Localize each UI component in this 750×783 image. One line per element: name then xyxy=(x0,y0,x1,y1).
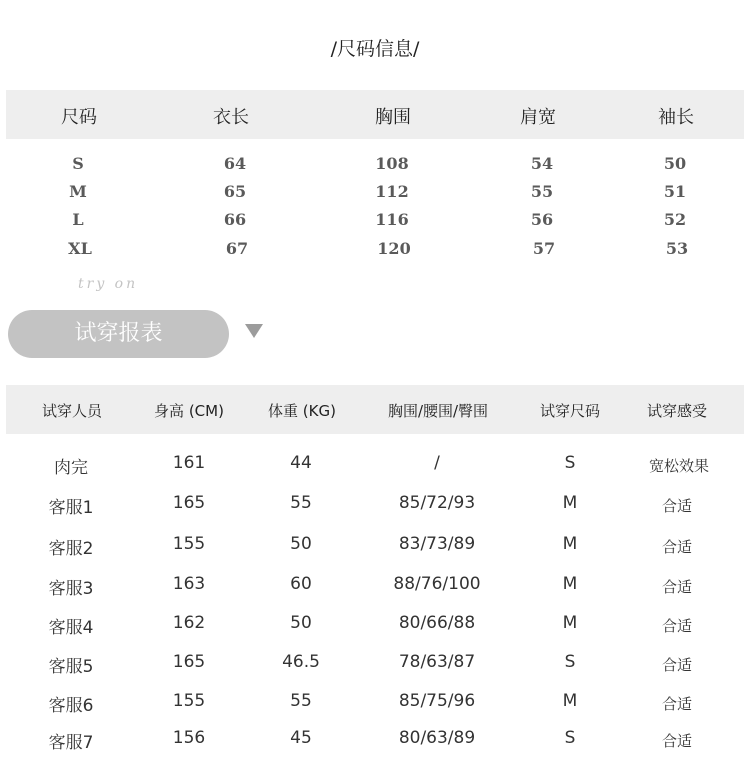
try-cell: M xyxy=(562,691,578,711)
try-on-table-row xyxy=(0,691,750,715)
try-cell: 83/73/89 xyxy=(398,534,476,554)
try-cell: 163 xyxy=(172,574,206,594)
size-table-header xyxy=(6,90,744,139)
try-cell: 165 xyxy=(172,493,206,513)
try-cell: 肉完 xyxy=(54,458,88,478)
try-on-table-row xyxy=(0,493,750,517)
try-cell: S xyxy=(564,453,576,473)
try-cell: 46.5 xyxy=(282,652,320,672)
try-on-table-header xyxy=(6,385,744,434)
try-cell: 宽松效果 xyxy=(648,457,710,475)
try-cell: 80/63/89 xyxy=(398,728,476,748)
try-header-height: 身高 (CM) xyxy=(154,402,224,420)
try-cell: 85/75/96 xyxy=(398,691,476,711)
try-cell: M xyxy=(562,613,578,633)
size-cell: 67 xyxy=(225,239,249,258)
try-cell: 客服5 xyxy=(48,657,94,677)
try-cell: 156 xyxy=(172,728,206,748)
try-cell: / xyxy=(434,453,440,473)
try-header-measurements: 胸围/腰围/臀围 xyxy=(387,402,489,420)
try-cell: 45 xyxy=(290,728,312,748)
try-cell: 78/63/87 xyxy=(398,652,476,672)
try-cell: 80/66/88 xyxy=(398,613,476,633)
try-cell: S xyxy=(564,652,576,672)
size-cell: 64 xyxy=(223,154,247,173)
try-on-table-row xyxy=(0,652,750,676)
try-cell: S xyxy=(564,728,576,748)
size-cell: S xyxy=(72,154,84,173)
try-cell: 165 xyxy=(172,652,206,672)
size-table-row xyxy=(0,210,750,236)
size-cell: 55 xyxy=(530,182,554,201)
size-cell: 65 xyxy=(223,182,247,201)
size-table-row xyxy=(0,182,750,208)
try-cell: 155 xyxy=(172,534,206,554)
size-cell: 66 xyxy=(223,210,247,229)
size-cell: 120 xyxy=(377,239,411,258)
try-cell: 合适 xyxy=(661,695,693,713)
try-cell: 合适 xyxy=(661,656,693,674)
try-cell: 客服3 xyxy=(48,579,94,599)
size-header-sleeve: 袖长 xyxy=(658,107,694,128)
size-cell: M xyxy=(69,182,87,201)
size-cell: 51 xyxy=(663,182,687,201)
try-cell: 155 xyxy=(172,691,206,711)
size-cell: XL xyxy=(68,239,92,258)
size-cell: 52 xyxy=(663,210,687,229)
try-cell: 50 xyxy=(290,534,312,554)
page-title: /尺码信息/ xyxy=(330,38,420,60)
size-header-shoulder: 肩宽 xyxy=(520,107,556,128)
try-cell: 55 xyxy=(290,493,312,513)
try-cell: 客服1 xyxy=(48,498,94,518)
try-header-person: 试穿人员 xyxy=(41,402,103,420)
try-on-table-row xyxy=(0,613,750,637)
size-header-size: 尺码 xyxy=(61,107,97,128)
try-cell: 88/76/100 xyxy=(393,574,481,594)
try-on-table-row xyxy=(0,574,750,598)
size-header-length: 衣长 xyxy=(213,107,249,128)
triangle-down-icon xyxy=(245,324,263,338)
try-cell: 50 xyxy=(290,613,312,633)
size-cell: L xyxy=(72,210,84,229)
size-cell: 50 xyxy=(663,154,687,173)
size-table-row xyxy=(0,154,750,180)
size-cell: 116 xyxy=(375,210,409,229)
try-cell: M xyxy=(562,574,578,594)
size-cell: 54 xyxy=(530,154,554,173)
try-cell: 162 xyxy=(172,613,206,633)
try-cell: 55 xyxy=(290,691,312,711)
size-cell: 56 xyxy=(530,210,554,229)
try-cell: 合适 xyxy=(661,497,693,515)
try-on-table-row xyxy=(0,453,750,477)
try-cell: 客服6 xyxy=(48,696,94,716)
try-header-size: 试穿尺码 xyxy=(539,402,601,420)
try-on-table-row xyxy=(0,534,750,558)
size-header-chest: 胸围 xyxy=(375,107,411,128)
try-cell: M xyxy=(562,493,578,513)
try-on-report-button[interactable]: 试穿报表 xyxy=(8,310,229,358)
size-table-row xyxy=(0,239,750,265)
try-cell: 合适 xyxy=(661,578,693,596)
try-cell: 60 xyxy=(290,574,312,594)
try-header-feel: 试穿感受 xyxy=(646,402,708,420)
try-on-script-text: try on xyxy=(78,276,139,292)
try-cell: 161 xyxy=(172,453,206,473)
try-cell: 44 xyxy=(290,453,312,473)
size-cell: 108 xyxy=(375,154,409,173)
try-cell: 合适 xyxy=(661,617,693,635)
try-cell: 客服4 xyxy=(48,618,94,638)
try-cell: 85/72/93 xyxy=(398,493,476,513)
try-cell: 客服7 xyxy=(48,733,94,753)
try-cell: 合适 xyxy=(661,732,693,750)
try-header-weight: 体重 (KG) xyxy=(268,402,336,420)
try-cell: M xyxy=(562,534,578,554)
size-cell: 53 xyxy=(665,239,689,258)
try-cell: 合适 xyxy=(661,538,693,556)
try-cell: 客服2 xyxy=(48,539,94,559)
size-cell: 57 xyxy=(532,239,556,258)
size-cell: 112 xyxy=(375,182,409,201)
try-on-table-row xyxy=(0,728,750,752)
